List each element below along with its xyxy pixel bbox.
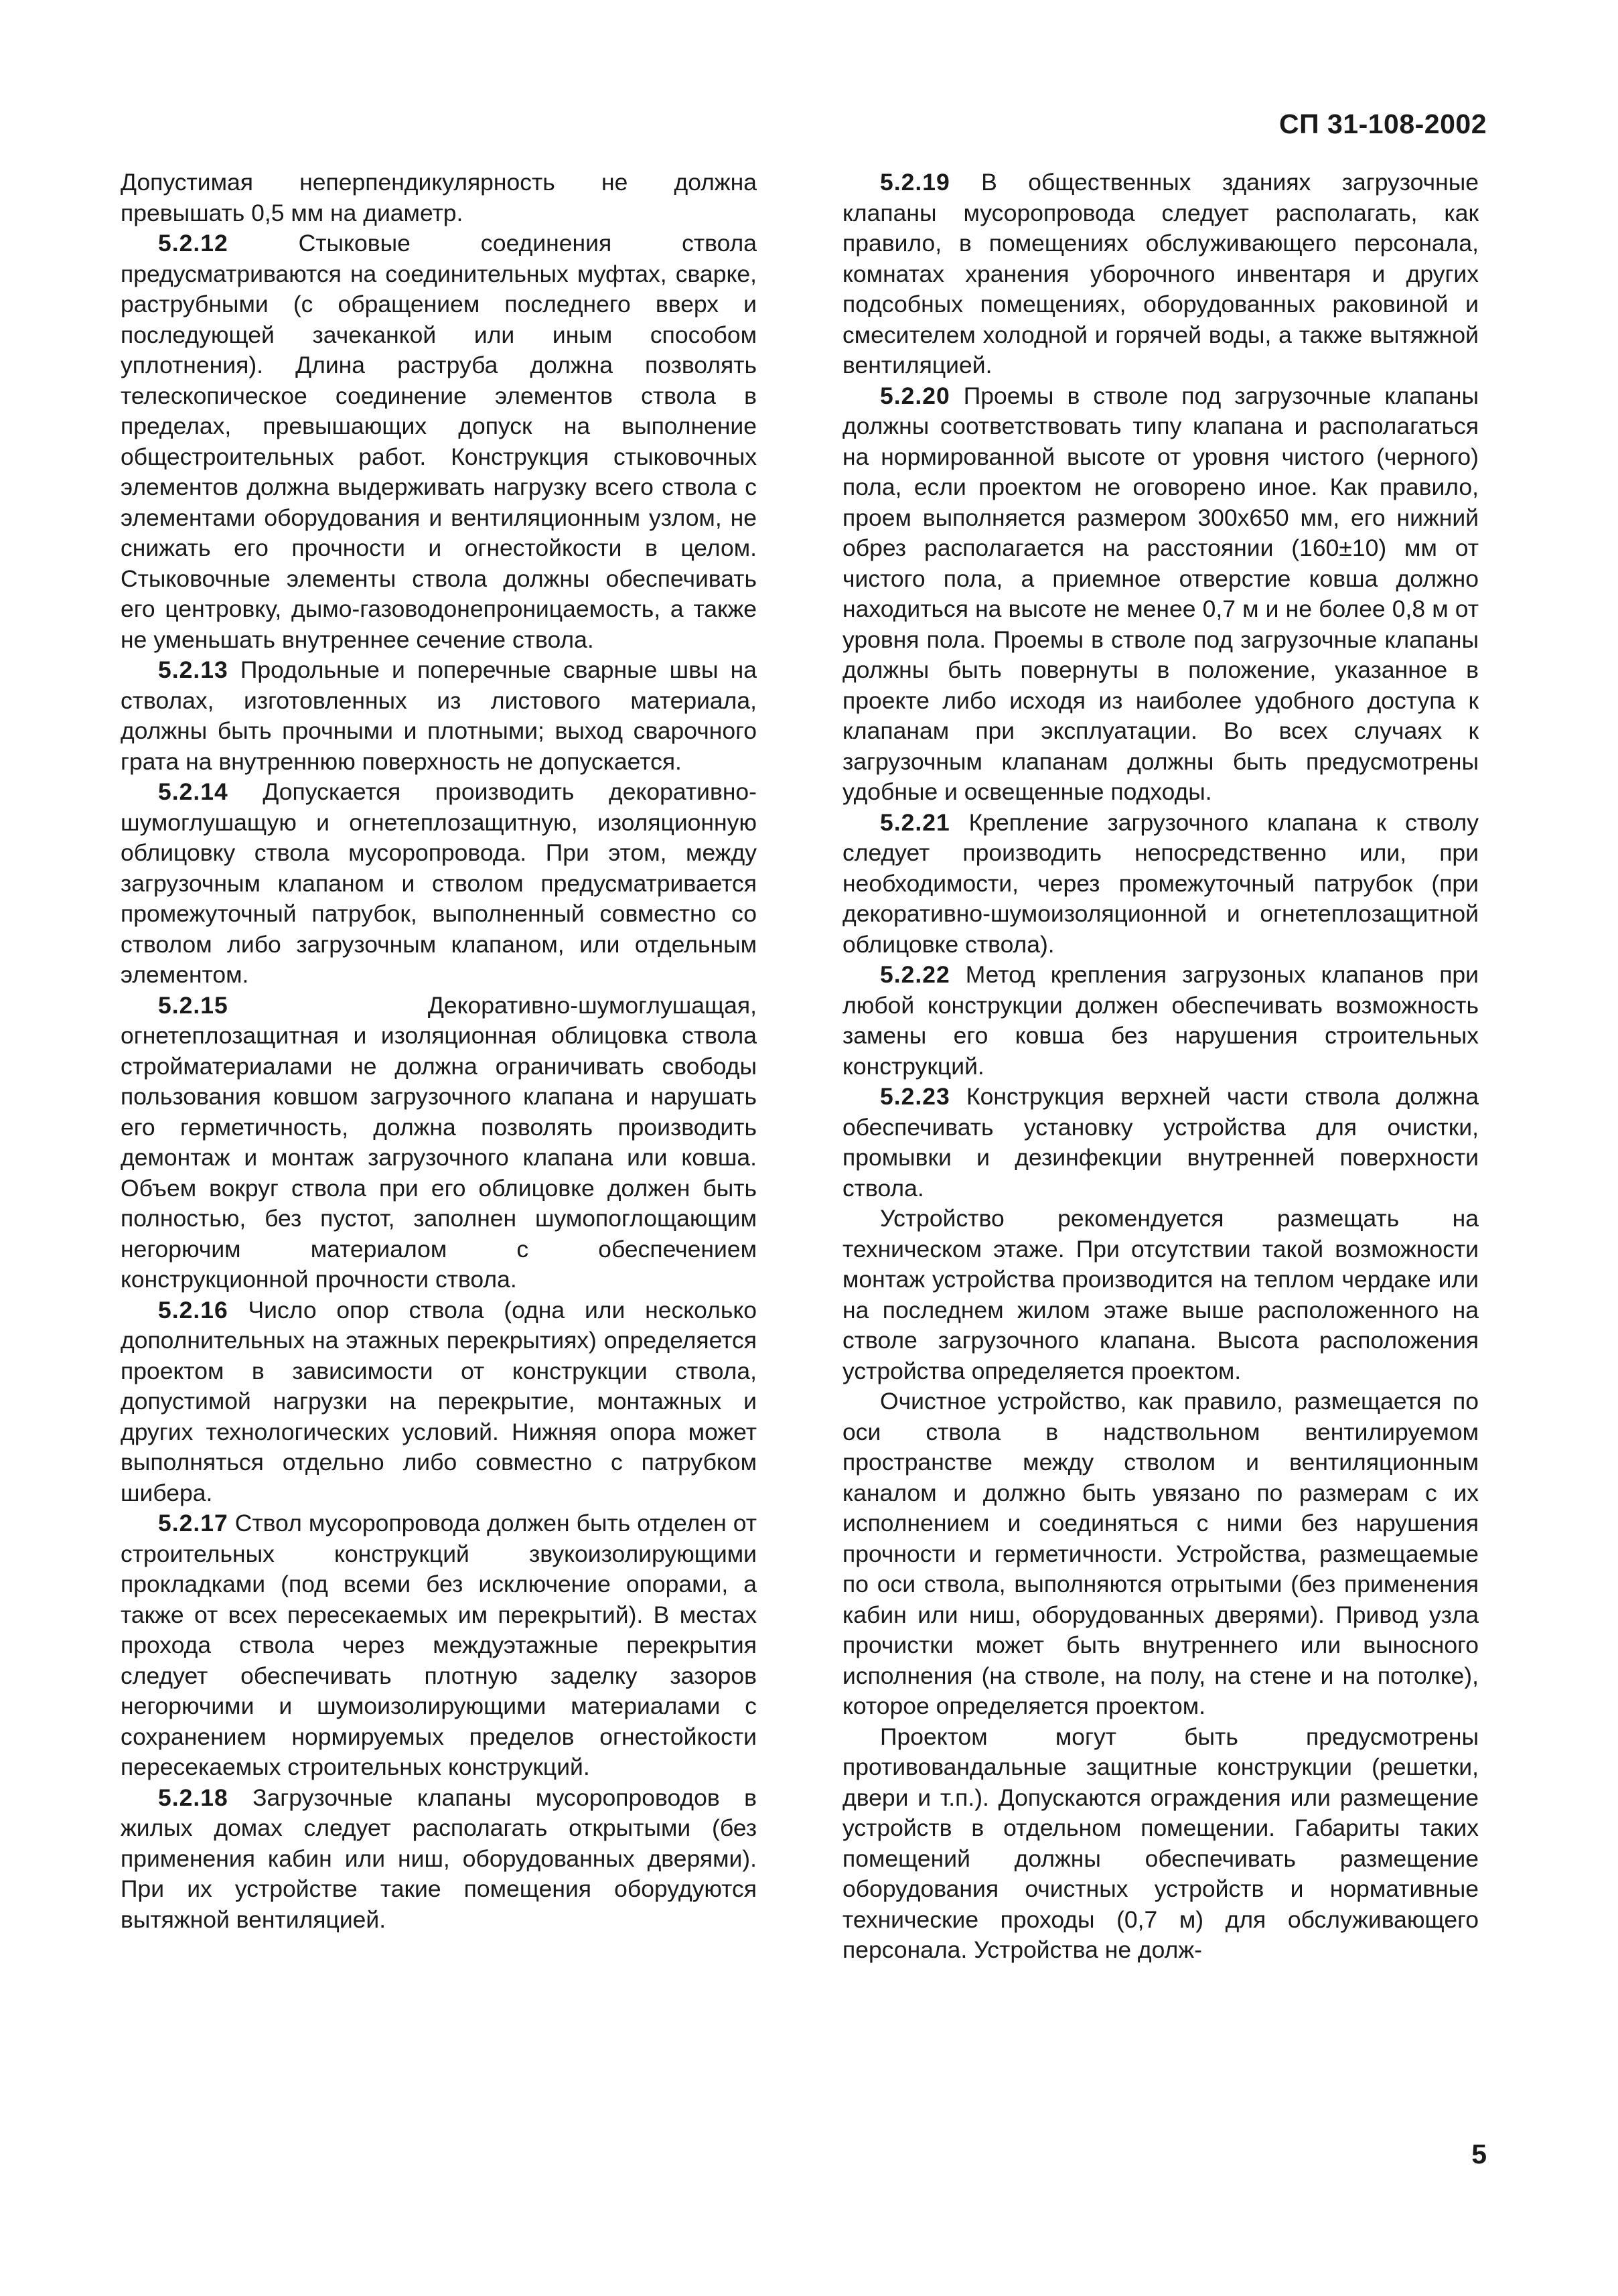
paragraph-text: Проектом могут быть предусмотрены противовандальные защитные конструкции (решетки, двери и т.п.). Допускаются ограждения или размещение устройств в отдельном помещении. Габариты таких помещений должны обеспечивать размещение оборудования очистных устройств и нормативные технические проходы (0,7 м) для обслуживающего персонала. Устройства не долж- bbox=[842, 1723, 1479, 1963]
paragraph-text: Конструкция верхней части ствола должна обеспечивать установку устройства для очистки, промывки и дезинфекции внутренней поверхности ствола. bbox=[842, 1083, 1479, 1202]
paragraph bbox=[121, 777, 757, 991]
paragraph-text: Загрузочные клапаны мусоропроводов в жилых домах следует располагать открытыми (без применения кабин или ниш, оборудованных дверями). При их устройстве такие помещения оборудуются вытяжной вентиляцией. bbox=[121, 1784, 757, 1933]
paragraph bbox=[842, 960, 1479, 1082]
page-number: 5 bbox=[1471, 2139, 1487, 2169]
left-column bbox=[121, 167, 757, 1935]
paragraph-text: Крепление загрузочного клапана к стволу следует производить непосредственно или, при необходимости, через промежуточный патрубок (при декоративно-шумоизоляционной и огнетеплозащитной облицовке ствола). bbox=[842, 808, 1479, 958]
right-column bbox=[842, 167, 1479, 1966]
paragraph-text: Устройство рекомендуется размещать на техническом этаже. При отсутствии такой возможности монтаж устройства производится на теплом чердаке или на последнем жилом этаже выше расположенного на стволе загрузочного клапана. Высота расположения устройства определяется проектом. bbox=[842, 1205, 1479, 1384]
paragraph-number: 5.2.20 bbox=[880, 382, 950, 409]
paragraph-number: 5.2.15 bbox=[158, 991, 228, 1019]
paragraph-text: В общественных зданиях загрузочные клапаны мусоропровода следует располагать, как правило, в помещениях обслуживающего персонала, комнатах хранения уборочного инвентаря и других подсобных помещениях, оборудованных раковиной и смесителем холодной и горячей воды, а также вытяжной вентиляцией. bbox=[842, 169, 1479, 378]
paragraph-text: Стыковые соединения ствола предусматриваются на соединительных муфтах, сварке, раструбными (с обращением последнего вверх и последующей зачеканкой или иным способом уплотнения). Длина раструба должна позволять телескопическое соединение элементов ствола в пределах, превышающих допуск на выполнение общестроительных работ. Конструкция стыковочных элементов должна выдерживать нагрузку всего ствола с элементами оборудования и вентиляционным узлом, не снижать его прочности и огнестойкости в целом. Стыковочные элементы ствола должны обеспечивать его центровку, дымо-газоводонепроницаемость, а также не уменьшать внутреннее сечение ствола. bbox=[121, 230, 757, 653]
paragraph bbox=[121, 991, 757, 1295]
paragraph-number: 5.2.21 bbox=[880, 808, 950, 836]
paragraph bbox=[121, 228, 757, 655]
paragraph bbox=[121, 655, 757, 777]
paragraph-text: Ствол мусоропровода должен быть отделен от строительных конструкций звукоизолирующими прокладками (под всеми без исключение опорами, а также от всех пересекаемых им перекрытий). В местах прохода ствола через междуэтажные перекрытия следует обеспечивать плотную заделку зазоров негорючими и шумоизолирующими материалами с сохранением нормируемых пределов огнестойкости пересекаемых строительных конструкций. bbox=[121, 1510, 757, 1780]
paragraph-text: Декоративно-шумоглушащая, огнетеплозащитная и изоляционная облицовка ствола стройматериалами не должна ограничивать свободы пользования ковшом загрузочного клапана и нарушать его герметичность, должна позволять производить демонтаж и монтаж загрузочного клапана или ковша. Объем вокруг ствола при его облицовке должен быть полностью, без пустот, заполнен шумопоглощающим негорючим материалом с обеспечением конструкционной прочности ствола. bbox=[121, 991, 757, 1293]
paragraph-number: 5.2.22 bbox=[880, 961, 950, 988]
paragraph-number: 5.2.19 bbox=[880, 169, 950, 196]
paragraph bbox=[842, 1204, 1479, 1386]
paragraph bbox=[842, 1386, 1479, 1722]
paragraph-number: 5.2.12 bbox=[158, 230, 228, 257]
paragraph bbox=[842, 808, 1479, 960]
paragraph-number: 5.2.23 bbox=[880, 1083, 950, 1110]
paragraph bbox=[121, 1295, 757, 1509]
paragraph bbox=[121, 167, 757, 228]
paragraph-text: Число опор ствола (одна или несколько дополнительных на этажных перекрытиях) определяется проектом в зависимости от конструкции ствола, допустимой нагрузки на перекрытие, монтажных и других технологических условий. Нижняя опора может выполняться отдельно либо совместно с патрубком шибера. bbox=[121, 1296, 757, 1506]
paragraph bbox=[121, 1508, 757, 1783]
paragraph bbox=[842, 167, 1479, 381]
paragraph bbox=[121, 1783, 757, 1936]
paragraph bbox=[842, 1082, 1479, 1204]
document-code: СП 31-108-2002 bbox=[1279, 109, 1487, 139]
paragraph-number: 5.2.14 bbox=[158, 778, 228, 805]
paragraph-number: 5.2.16 bbox=[158, 1296, 228, 1323]
paragraph bbox=[842, 381, 1479, 808]
paragraph-text: Допустимая неперпендикулярность не должна превышать 0,5 мм на диаметр. bbox=[121, 169, 757, 226]
paragraph-text: Очистное устройство, как правило, размещается по оси ствола в надствольном вентилируемом пространстве между стволом и вентиляционным каналом и должно быть увязано по размерам с их исполнением и соединяться с ними без нарушения прочности и герметичности. Устройства, размещаемые по оси ствола, выполняются отрытыми (без применения кабин или ниш, оборудованных дверями). Привод узла прочистки может быть внутреннего или выносного исполнения (на стволе, на полу, на стене и на потолке), которое определяется проектом. bbox=[842, 1388, 1479, 1719]
paragraph-text: Продольные и поперечные сварные швы на стволах, изготовленных из листового материала, должны быть прочными и плотными; выход сварочного грата на внутреннюю поверхность не допускается. bbox=[121, 656, 757, 775]
paragraph-text: Метод крепления загрузоных клапанов при любой конструкции должен обеспечивать возможность замены его ковша без нарушения строительных конструкций. bbox=[842, 961, 1479, 1080]
paragraph-text: Проемы в стволе под загрузочные клапаны должны соответствовать типу клапана и располагаться на нормированной высоте от уровня чистого (черного) пола, если проектом не оговорено иное. Как правило, проем выполняется размером 300х650 мм, его нижний обрез располагается на расстоянии (160±10) мм от чистого пола, а приемное отверстие ковша должно находиться на высоте не менее 0,7 м и не более 0,8 м от уровня пола. Проемы в стволе под загрузочные клапаны должны быть повернуты в положение, указанное в проекте либо исходя из наиболее удобного доступа к клапанам при эксплуатации. Во всех случаях к загрузочным клапанам должны быть предусмотрены удобные и освещенные подходы. bbox=[842, 382, 1479, 805]
paragraph-number: 5.2.18 bbox=[158, 1784, 228, 1811]
paragraph-text: Допускается производить декоративно-шумоглушащую и огнетеплозащитную, изоляционную облицовку ствола мусоропровода. При этом, между загрузочным клапаном и стволом предусматривается промежуточный патрубок, выполненный совместно со стволом либо загрузочным клапаном, или отдельным элементом. bbox=[121, 778, 757, 988]
paragraph bbox=[842, 1722, 1479, 1966]
paragraph-number: 5.2.13 bbox=[158, 656, 228, 683]
paragraph-number: 5.2.17 bbox=[158, 1510, 228, 1536]
